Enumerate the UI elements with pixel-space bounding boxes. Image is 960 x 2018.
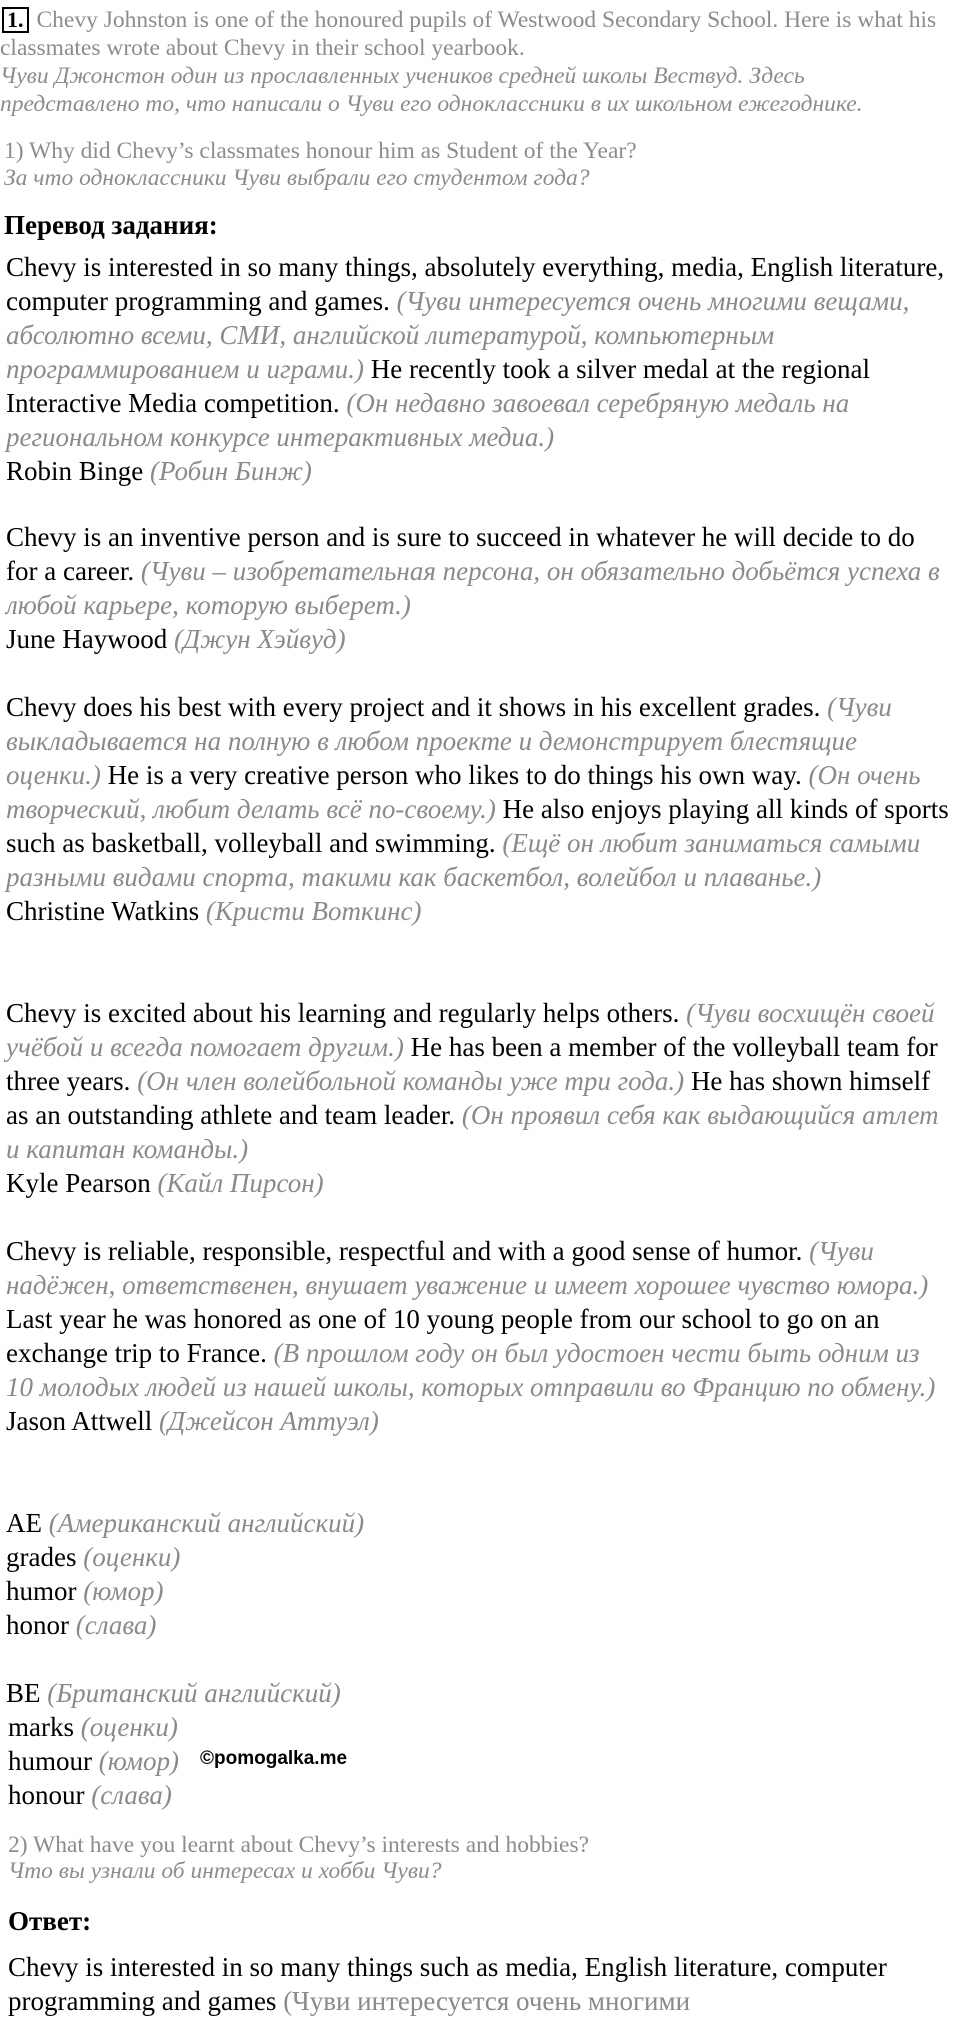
entry-translation: (В прошлом году он был удостоен чести быть одним из 10 молодых людей из нашей школы, которых отправили во Францию по обмену.) [6,1338,936,1402]
word-ru: (юмор) [83,1576,164,1606]
question-2 [8,1830,589,1886]
entry-text: He is a very creative person who likes to do things his own way. [107,760,802,790]
task-intro-ru: Чуви Джонстон один из прославленных учеников средней школы Вествуд. Здесь представлено то, что написали о Чуви его одноклассники в их школьном ежегоднике. [0,63,863,117]
entry-author-translation: (Робин Бинж) [150,456,312,486]
task-number: 1. [2,7,29,33]
answer-ru: (Чуви интересуется очень многими [283,1986,691,2016]
entry-author-translation: (Джейсон Аттуэл) [159,1406,379,1436]
entry-author-translation: (Джун Хэйвуд) [173,624,346,654]
entry-robin-binge [6,250,951,488]
entry-author: Jason Attwell [6,1406,153,1436]
entry-author: Robin Binge [6,456,144,486]
question-1 [4,136,637,193]
entry-text: He has been a member of the volleyball team for three years. [6,1032,938,1096]
word-ru: (слава) [91,1780,172,1810]
entry-translation: (Чуви восхищён своей учёбой и всегда помогает другим.) [6,998,935,1062]
word-en: honour [8,1780,85,1810]
entry-text: He recently took a silver medal at the regional Interactive Media competition. [6,354,871,418]
entry-translation: (Он проявил себя как выдающийся атлет и капитан команды.) [6,1100,939,1164]
be-vocabulary [6,1676,341,1812]
word-ru: (оценки) [83,1542,181,1572]
word-en: humour [8,1746,92,1776]
entry-text: He has shown himself as an outstanding athlete and team leader. [6,1066,931,1130]
ae-vocabulary [6,1506,364,1642]
answer-en: Chevy is interested in so many things such as media, English literature, computer programming and games [8,1952,887,2016]
question-2-ru: Что вы узнали об интересах и хобби Чуви? [8,1858,442,1884]
entry-translation: (Ещё он любит заниматься самыми разными видами спорта, такими как баскетбол, волейбол и плаванье.) [6,828,921,892]
be-header [6,1676,341,1710]
entry-author: Christine Watkins [6,896,200,926]
word-en: honor [6,1610,69,1640]
entry-text: Chevy is interested in so many things, absolutely everything, media, English literature, computer programming and games. [6,252,945,316]
word-ru: (юмор) [98,1746,179,1776]
entry-text: Last year he was honored as one of 10 young people from our school to go on an exchange trip to France. [6,1304,880,1368]
ae-word [6,1574,364,1608]
ae-header [6,1506,364,1540]
be-word [6,1778,341,1812]
question-2-en: 2) What have you learnt about Chevy’s interests and hobbies? [8,1832,590,1858]
answer-text [8,1950,948,2018]
question-1-en: 1) Why did Chevy’s classmates honour him as Student of the Year? [4,138,637,164]
entry-translation: (Чуви интересуется очень многими вещами, абсолютно всеми, СМИ, английской литературой, компьютерным программированием и играми.) [6,286,910,384]
entry-text: He also enjoys playing all kinds of sports such as basketball, volleyball and swimming. [6,794,949,858]
entry-text: Chevy is an inventive person and is sure to succeed in whatever he will decide to do for a career. [6,522,915,586]
entry-author: Kyle Pearson [6,1168,151,1198]
answer-heading: Ответ: [8,1906,92,1936]
entry-text: Chevy does his best with every project and it shows in his excellent grades. [6,692,821,722]
word-en: marks [8,1712,74,1742]
task-intro-en: Chevy Johnston is one of the honoured pupils of Westwood Secondary School. Here is what his classmates wrote about Chevy in their school yearbook. [0,7,937,61]
entry-translation: (Он член волейбольной команды уже три года.) [137,1066,685,1096]
question-1-ru: За что одноклассники Чуви выбрали его студентом года? [4,165,590,191]
entry-author-translation: (Кристи Воткинс) [205,896,422,926]
word-ru: (слава) [75,1610,157,1640]
entry-christine-watkins [6,690,951,928]
entry-translation: (Чуви – изобретательная персона, он обязательно добьётся успеха в любой карьере, которую выберет.) [6,556,940,620]
word-en: humor [6,1576,77,1606]
word-en: grades [6,1542,77,1572]
watermark: ©pomogalka.me [200,1748,348,1769]
ae-word [6,1540,364,1574]
be-label-translation: (Британский английский) [47,1678,341,1708]
entry-jason-attwell [6,1234,951,1438]
entry-kyle-pearson [6,996,951,1200]
entry-text: Chevy is reliable, responsible, respectful and with a good sense of humor. [6,1236,803,1266]
entry-translation: (Чуви выкладывается на полную в любом проекте и демонстрирует блестящие оценки.) [6,692,892,790]
entry-translation: (Он очень творческий, любит делать всё по-своему.) [6,760,921,824]
task-intro [0,6,945,118]
translation-heading: Перевод задания: [4,210,218,240]
entry-translation: (Чуви надёжен, ответственен, внушает уважение и имеет хорошее чувство юмора.) [6,1236,929,1300]
word-ru: (оценки) [80,1712,178,1742]
ae-label-translation: (Американский английский) [48,1508,365,1538]
entry-author: June Haywood [6,624,168,654]
be-word [6,1710,341,1744]
entry-june-haywood [6,520,951,656]
entry-author-translation: (Кайл Пирсон) [157,1168,324,1198]
entry-text: Chevy is excited about his learning and regularly helps others. [6,998,680,1028]
entry-translation: (Он недавно завоевал серебряную медаль на региональном конкурсе интерактивных медиа.) [6,388,850,452]
ae-word [6,1608,364,1642]
ae-label: AE [6,1508,42,1538]
be-label: BE [6,1678,41,1708]
